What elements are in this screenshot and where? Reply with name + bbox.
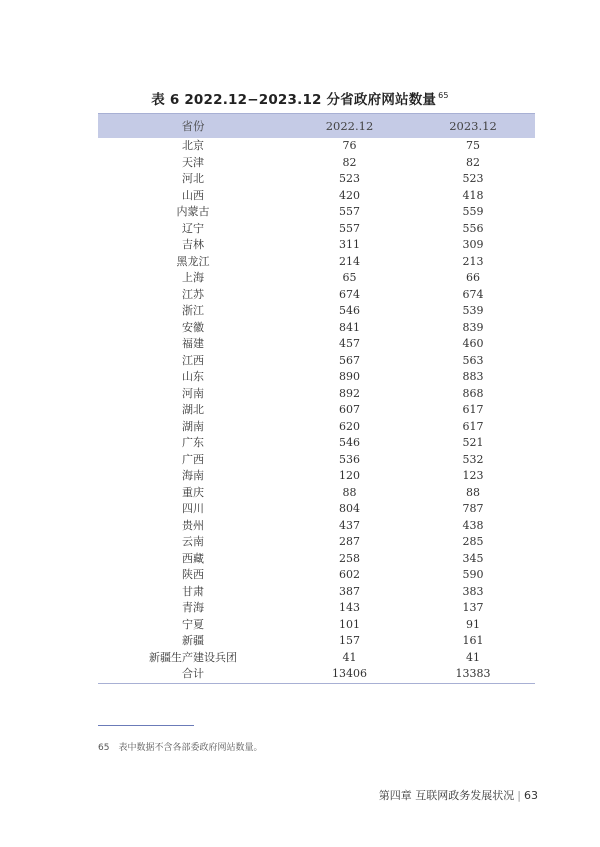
cell-2022: 557 <box>339 205 360 218</box>
table-row <box>98 386 535 403</box>
cell-2022: 82 <box>342 155 357 169</box>
cell-2022: 258 <box>339 551 360 565</box>
footnote-number: 65 <box>98 743 110 753</box>
table-row <box>98 336 535 353</box>
table-row <box>98 600 535 617</box>
cell-2023: 383 <box>462 584 484 598</box>
table-row <box>98 551 535 568</box>
cell-2023: 161 <box>462 634 484 647</box>
cell-2023: 523 <box>462 172 484 185</box>
table-row <box>98 501 535 518</box>
cell-province: 安徽 <box>182 320 204 334</box>
cell-2023: 674 <box>462 287 484 301</box>
table-row <box>98 320 535 337</box>
cell-province: 北京 <box>182 139 204 152</box>
cell-2022: 546 <box>339 304 360 317</box>
cell-province: 新疆 <box>182 634 204 647</box>
cell-2022: 387 <box>339 584 360 598</box>
column-header-province: 省份 <box>98 114 288 139</box>
cell-2022: 890 <box>339 370 360 383</box>
cell-province: 江苏 <box>182 287 204 301</box>
cell-2022: 437 <box>339 518 360 532</box>
table-row <box>98 633 535 650</box>
table-row <box>98 452 535 469</box>
cell-province: 福建 <box>182 337 204 350</box>
page-number: 63 <box>524 789 538 802</box>
table-row <box>98 567 535 584</box>
table-title-text: 表 6 2022.12−2023.12 分省政府网站数量 <box>151 92 437 108</box>
province-website-table <box>98 113 535 684</box>
cell-2022: 620 <box>339 419 360 433</box>
cell-province: 内蒙古 <box>176 205 210 218</box>
table-row <box>98 303 535 320</box>
cell-2023: 13383 <box>411 666 535 683</box>
cell-2022: 13406 <box>288 666 411 683</box>
cell-2022: 143 <box>339 601 360 614</box>
cell-2022: 602 <box>339 568 360 581</box>
cell-2022: 214 <box>339 254 360 268</box>
table-row <box>98 584 535 601</box>
cell-2022: 420 <box>339 188 360 202</box>
cell-2023: 66 <box>466 271 480 284</box>
table-row <box>98 402 535 419</box>
column-header-2022: 2022.12 <box>288 114 411 139</box>
cell-2022: 157 <box>339 634 360 647</box>
cell-province: 山西 <box>182 188 204 202</box>
cell-2022: 311 <box>339 238 360 251</box>
cell-province: 宁夏 <box>182 617 204 631</box>
table-row <box>98 221 535 238</box>
cell-province: 吉林 <box>182 238 204 251</box>
column-header-2023: 2023.12 <box>411 114 535 139</box>
footnote-divider <box>98 725 194 726</box>
cell-2023: 590 <box>462 568 484 581</box>
cell-2022: 557 <box>339 221 360 235</box>
cell-2022: 674 <box>339 287 360 301</box>
cell-2023: 418 <box>462 188 484 202</box>
cell-2023: 345 <box>462 551 484 565</box>
cell-2023: 839 <box>462 320 484 334</box>
table-header-row <box>98 114 535 139</box>
cell-2022: 841 <box>339 320 360 334</box>
cell-2023: 617 <box>462 419 484 433</box>
chapter-title: 第四章 互联网政务发展状况 <box>378 789 515 802</box>
table-row <box>98 204 535 221</box>
cell-province: 辽宁 <box>182 221 204 235</box>
cell-province: 湖南 <box>182 419 204 433</box>
cell-province: 云南 <box>182 535 204 548</box>
cell-2022: 101 <box>339 617 360 631</box>
cell-province: 西藏 <box>182 551 204 565</box>
cell-2023: 88 <box>466 485 480 499</box>
cell-2022: 457 <box>339 337 360 350</box>
cell-2023: 883 <box>462 370 484 383</box>
cell-2023: 563 <box>462 353 484 367</box>
cell-2022: 41 <box>342 650 357 664</box>
footnote-ref: 65 <box>438 91 449 100</box>
cell-2023: 213 <box>462 254 484 268</box>
cell-province: 新疆生产建设兵团 <box>149 650 237 664</box>
table-row <box>98 270 535 287</box>
cell-2023: 91 <box>466 617 480 631</box>
table-row <box>98 188 535 205</box>
cell-2022: 546 <box>339 436 360 449</box>
table-row <box>98 419 535 436</box>
cell-province: 山东 <box>182 370 204 383</box>
table-row <box>98 468 535 485</box>
cell-province: 天津 <box>182 155 204 169</box>
cell-2023: 41 <box>466 650 480 664</box>
cell-2022: 523 <box>339 172 360 185</box>
cell-2022: 120 <box>339 469 360 482</box>
cell-province: 甘肃 <box>182 584 204 598</box>
cell-2023: 82 <box>466 155 480 169</box>
cell-province: 河北 <box>182 172 204 185</box>
cell-2023: 556 <box>462 221 484 235</box>
cell-province: 浙江 <box>182 304 204 317</box>
cell-2022: 88 <box>342 485 357 499</box>
table-row <box>98 287 535 304</box>
cell-2023: 123 <box>462 469 484 482</box>
cell-province: 上海 <box>182 271 204 284</box>
cell-province: 海南 <box>182 469 204 482</box>
cell-2023: 559 <box>462 205 484 218</box>
footnote-text: 表中数据不含各部委政府网站数量。 <box>118 743 263 753</box>
table-body <box>98 138 535 683</box>
cell-2023: 539 <box>462 304 484 317</box>
table-row <box>98 518 535 535</box>
cell-2023: 137 <box>462 601 484 614</box>
footer-separator: | <box>517 789 521 802</box>
cell-province: 四川 <box>182 502 204 515</box>
cell-province: 合计 <box>98 666 288 683</box>
cell-2023: 309 <box>462 238 484 251</box>
table-row <box>98 171 535 188</box>
cell-province: 黑龙江 <box>176 254 210 268</box>
table-row <box>98 353 535 370</box>
cell-2023: 617 <box>462 403 484 416</box>
table-row <box>98 138 535 155</box>
cell-province: 重庆 <box>182 485 204 499</box>
cell-2022: 287 <box>339 535 360 548</box>
table-row <box>98 666 535 683</box>
table-row <box>98 617 535 634</box>
cell-2023: 521 <box>462 436 484 449</box>
cell-2022: 607 <box>339 403 360 416</box>
table-row <box>98 485 535 502</box>
cell-2023: 868 <box>462 386 484 400</box>
cell-2023: 787 <box>462 502 484 515</box>
table-row <box>98 237 535 254</box>
cell-province: 贵州 <box>182 518 204 532</box>
cell-2022: 536 <box>339 452 360 466</box>
cell-province: 河南 <box>182 386 204 400</box>
cell-province: 湖北 <box>182 403 204 416</box>
table-row <box>98 254 535 271</box>
footnote <box>98 740 262 753</box>
cell-2022: 892 <box>339 386 360 400</box>
cell-province: 广西 <box>182 452 204 466</box>
cell-province: 江西 <box>182 353 204 367</box>
table-title <box>0 88 600 108</box>
table-row <box>98 435 535 452</box>
cell-2023: 460 <box>462 337 484 350</box>
cell-2023: 438 <box>462 518 484 532</box>
cell-province: 广东 <box>182 436 204 449</box>
cell-2022: 567 <box>339 353 360 367</box>
table-row <box>98 369 535 386</box>
cell-province: 陕西 <box>182 568 204 581</box>
page-footer <box>379 787 538 803</box>
table-row <box>98 650 535 667</box>
cell-2022: 76 <box>342 139 357 152</box>
table-row <box>98 534 535 551</box>
cell-province: 青海 <box>182 601 204 614</box>
cell-2022: 804 <box>339 502 360 515</box>
table-row <box>98 155 535 172</box>
cell-2022: 65 <box>342 271 357 284</box>
cell-2023: 75 <box>466 139 480 152</box>
cell-2023: 532 <box>462 452 484 466</box>
cell-2023: 285 <box>462 535 484 548</box>
